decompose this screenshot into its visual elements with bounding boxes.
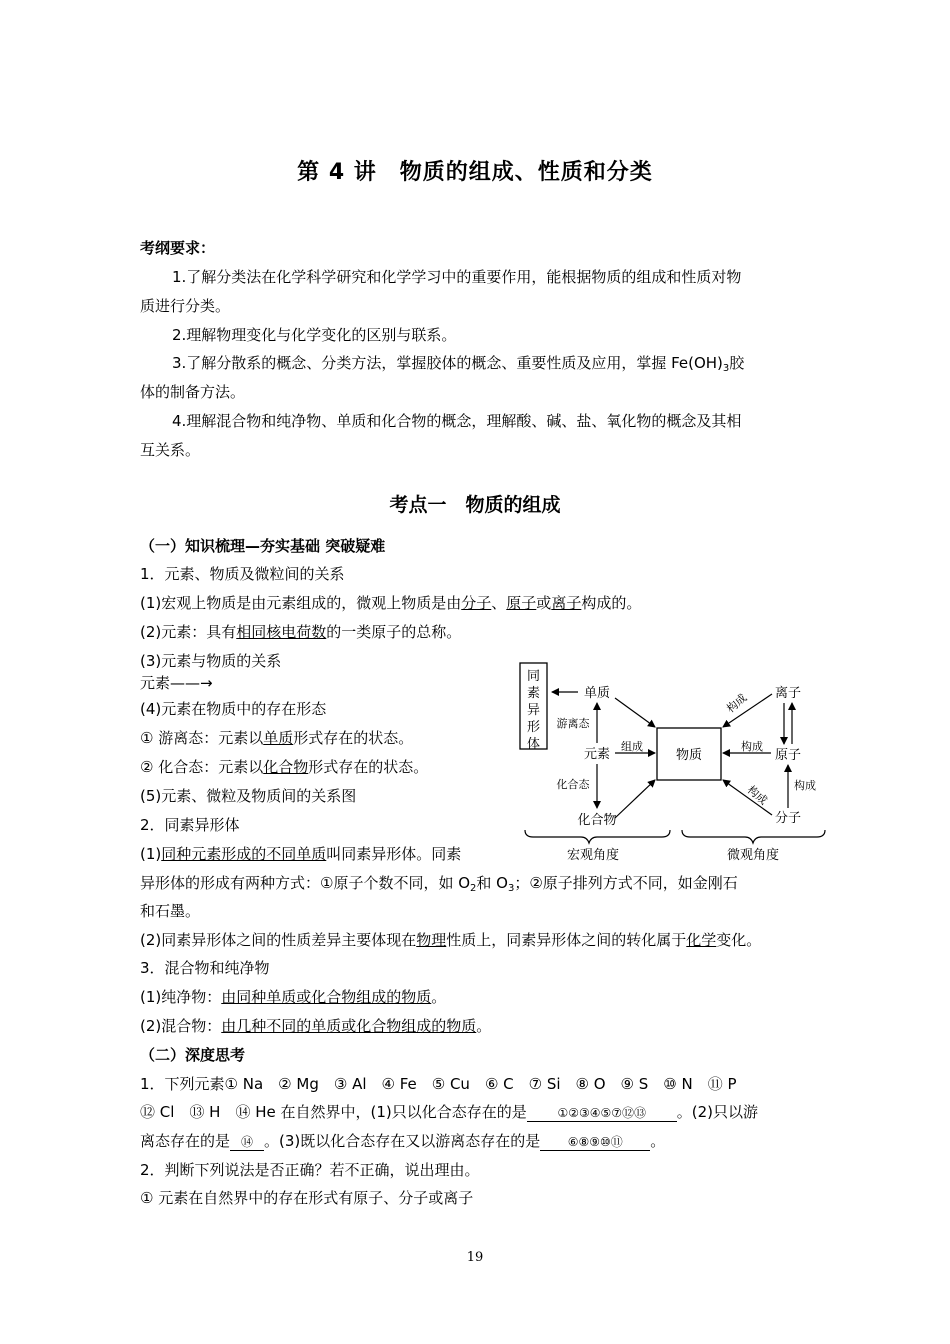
requirement-3b: 体的制备方法。	[140, 383, 246, 401]
node-atom: 原子	[774, 748, 802, 763]
para-13: 和石墨。	[140, 902, 201, 920]
allotrope-char: 体	[526, 737, 541, 752]
answer-blank-1: ①②③④⑤⑦⑫⑬	[527, 1105, 677, 1122]
requirement-4a: 4.理解混合物和纯净物、单质和化合物的概念，理解酸、碱、盐、氧化物的概念及其相	[172, 412, 742, 430]
para-16: (1)纯净物：由同种单质或化合物组成的物质。	[140, 988, 447, 1006]
allotrope-char: 形	[526, 720, 541, 735]
question-1b: ⑫ Cl ⑬ H ⑭ He 在自然界中，(1)只以化合态存在的是 ①②③④⑤⑦⑫⑬ 。(2)只以游	[140, 1103, 759, 1121]
node-element: 元素	[583, 747, 611, 762]
question-2: 2．判断下列说法是否正确？若不正确，说出理由。	[140, 1161, 480, 1179]
section-heading: 考点一 物质的组成	[389, 494, 561, 516]
requirement-1a: 1.了解分类法在化学科学研究和化学学习中的重要作用，能根据物质的组成和性质对物	[172, 268, 742, 286]
requirement-1b: 质进行分类。	[140, 297, 231, 315]
label-compose: 组成	[621, 740, 643, 753]
para-1: 1．元素、物质及微粒间的关系	[140, 565, 345, 583]
label-construct: 构成	[741, 740, 763, 753]
node-ion: 离子	[774, 686, 802, 701]
para-15: 3．混合物和纯净物	[140, 959, 270, 977]
question-2-item-1: ① 元素在自然界中的存在形式有原子、分子或离子	[140, 1189, 474, 1207]
question-1c: 离态存在的是 ⑭ 。(3)既以化合态存在又以游离态存在的是 ⑥⑧⑨⑩⑪ 。	[140, 1132, 666, 1150]
label-construct: 构成	[744, 783, 770, 808]
requirement-2: 2.理解物理变化与化学变化的区别与联系。	[172, 326, 457, 344]
relationship-diagram	[515, 660, 830, 865]
requirements-heading: 考纲要求：	[140, 239, 216, 257]
requirement-4b: 互关系。	[140, 441, 201, 459]
answer-blank-3: ⑥⑧⑨⑩⑪	[540, 1134, 650, 1151]
allotrope-char: 同	[526, 669, 541, 684]
node-compound: 化合物	[577, 813, 617, 828]
para-3: (2)元素：具有相同核电荷数的一类原子的总称。	[140, 623, 462, 641]
allotrope-char: 素	[526, 686, 541, 701]
para-5: 元素——→	[140, 674, 213, 692]
para-4: (3)元素与物质的关系	[140, 652, 282, 670]
page-title: 第 4 讲 物质的组成、性质和分类	[297, 160, 653, 185]
label-construct: 构成	[724, 691, 750, 716]
label-construct: 构成	[794, 779, 816, 792]
para-7: ① 游离态：元素以单质形式存在的状态。	[140, 729, 414, 747]
node-simple-substance: 单质	[583, 686, 611, 701]
label-combined-state: 化合态	[556, 778, 590, 791]
node-molecule: 分子	[774, 811, 802, 826]
para-14: (2)同素异形体之间的性质差异主要体现在物理性质上，同素异形体之间的转化属于化学变化。	[140, 931, 762, 949]
subsection-heading-1: （一）知识梳理—夯实基础 突破疑难	[140, 537, 386, 555]
label-macro-view: 宏观角度	[566, 848, 620, 863]
answer-blank-2: ⑭	[230, 1134, 264, 1151]
para-12: 异形体的形成有两种方式：①原子个数不同，如 $O_2$和 $O_3$；②原子排列方式不同，如金刚石	[140, 874, 738, 894]
para-8: ② 化合态：元素以化合物形式存在的状态。	[140, 758, 429, 776]
label-free-state: 游离态	[556, 717, 590, 730]
page-number: 19	[466, 1250, 484, 1265]
label-micro-view: 微观角度	[726, 848, 780, 863]
allotrope-char: 异	[526, 703, 541, 718]
node-substance: 物质	[675, 748, 703, 763]
para-11: (1)同种元素形成的不同单质叫同素异形体。同素	[140, 845, 462, 863]
subsection-heading-2: （二）深度思考	[140, 1046, 246, 1064]
para-2: (1)宏观上物质是由元素组成的，微观上物质是由分子、原子或离子构成的。	[140, 594, 642, 612]
question-1a: 1．下列元素① Na ② Mg ③ Al ④ Fe ⑤ Cu ⑥ C ⑦ Si ⑧ O ⑨ S ⑩ N ⑪ P	[140, 1075, 737, 1093]
para-9: (5)元素、微粒及物质间的关系图	[140, 787, 357, 805]
requirement-3a: 3.了解分散系的概念、分类方法，掌握胶体的概念、重要性质及应用，掌握 $Fe(OH)_3$胶	[172, 354, 745, 374]
para-10: 2．同素异形体	[140, 816, 240, 834]
para-17: (2)混合物：由几种不同的单质或化合物组成的物质。	[140, 1017, 492, 1035]
para-6: (4)元素在物质中的存在形态	[140, 700, 327, 718]
